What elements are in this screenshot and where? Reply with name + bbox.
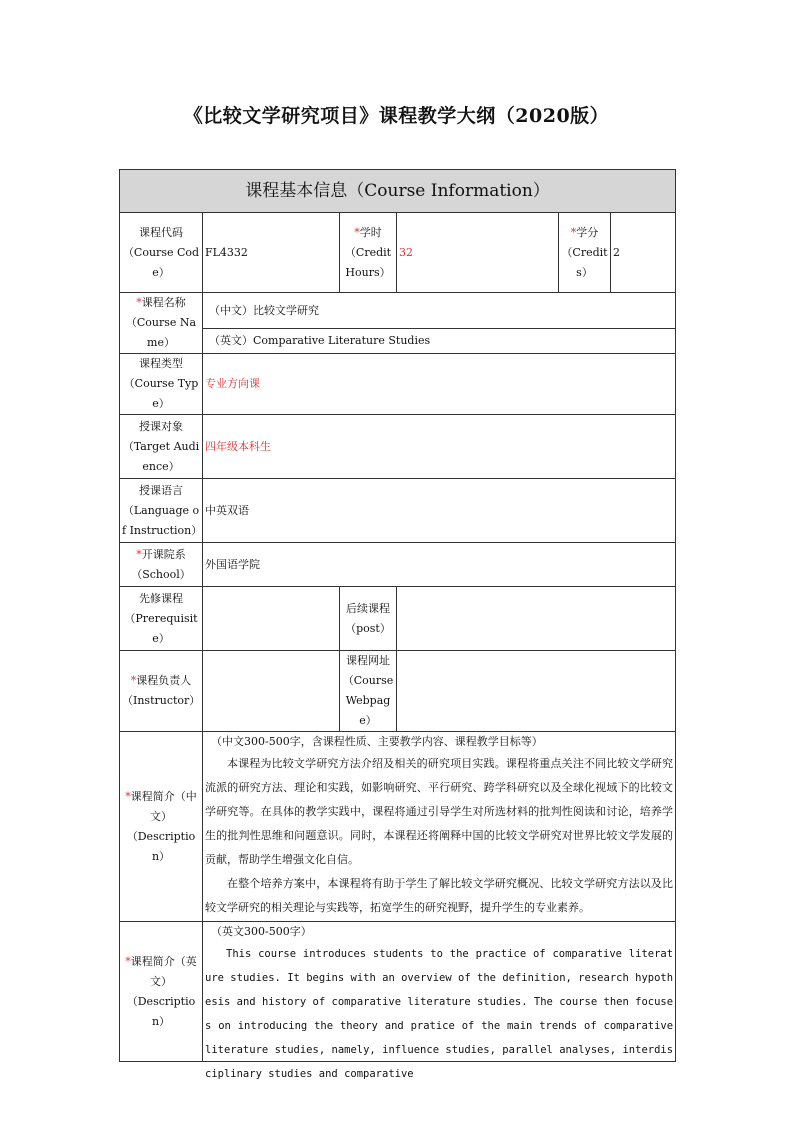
description-en-paragraph: This course introduces students to the practice of comparative literature studies. It begins with an overview of the definition, research hypothesis and history of comparative literature studies. The course then focuses on introducing the theory and pratice of the main trends of comparative literature studies, namely, influence studies, parallel analyses, interdisciplinary studies and comparative	[205, 948, 674, 1080]
description-cn-body	[203, 732, 676, 922]
credits-value: 2	[611, 213, 676, 293]
course-code-value: FL4332	[203, 213, 340, 293]
post-value	[397, 587, 676, 651]
description-cn-hint: （中文300-500字，含课程性质、主要教学内容、课程教学目标等）	[211, 735, 543, 748]
description-en-body	[203, 922, 676, 1080]
target-audience-value: 四年级本科生	[203, 415, 676, 479]
school-label: *开课院系 （School）	[120, 543, 203, 587]
instructor-label: *课程负责人 （Instructor）	[120, 651, 203, 732]
description-en-hint: （英文300-500字）	[211, 925, 312, 938]
credits-label: *学分 （Credits）	[559, 213, 611, 293]
post-label: 后续课程 （post）	[340, 587, 397, 651]
course-type-label: 课程类型 （Course Type）	[120, 354, 203, 415]
course-name-en: （英文）Comparative Literature Studies	[203, 329, 676, 354]
credit-hours-label: *学时 （Credit Hours）	[340, 213, 397, 293]
course-info-table	[119, 169, 676, 1080]
description-en-label: *课程简介（英文） （Description）	[120, 922, 203, 1062]
description-cn-label: *课程简介（中文） （Description）	[120, 732, 203, 922]
prerequisite-label: 先修课程 （Prerequisite）	[120, 587, 203, 651]
course-code-label: 课程代码 （Course Code）	[120, 213, 203, 293]
language-label: 授课语言 （Language of Instruction）	[120, 479, 203, 543]
course-name-label: *课程名称 （Course Name）	[120, 293, 203, 354]
description-cn-paragraph: 本课程为比较文学研究方法介绍及相关的研究项目实践。课程将重点关注不同比较文学研究流派的研究方法、理论和实践，如影响研究、平行研究、跨学科研究以及全球化视域下的比较文学研究等。在具体的教学实践中，课程将通过引导学生对所选材料的批判性阅读和讨论，培养学生的批判性思维和问题意识。同时，本课程还将阐释中国的比较文学研究对世界比较文学发展的贡献，帮助学生增强文化自信。	[205, 757, 674, 866]
school-value: 外国语学院	[203, 543, 676, 587]
prerequisite-value	[203, 587, 340, 651]
course-name-cn: （中文）比较文学研究	[203, 293, 676, 329]
page-title: 《比较文学研究项目》课程教学大纲（2020版）	[183, 105, 610, 127]
language-value: 中英双语	[203, 479, 676, 543]
instructor-value	[203, 651, 340, 732]
section-header: 课程基本信息（Course Information）	[120, 170, 676, 213]
webpage-label: 课程网址 （Course Webpage）	[340, 651, 397, 732]
credit-hours-value: 32	[397, 213, 559, 293]
description-cn-paragraph: 在整个培养方案中，本课程将有助于学生了解比较文学研究概况、比较文学研究方法以及比较文学研究的相关理论与实践等，拓宽学生的研究视野，提升学生的专业素养。	[205, 877, 674, 914]
webpage-value	[397, 651, 676, 732]
course-type-value: 专业方向课	[203, 354, 676, 415]
target-audience-label: 授课对象 （Target Audience）	[120, 415, 203, 479]
